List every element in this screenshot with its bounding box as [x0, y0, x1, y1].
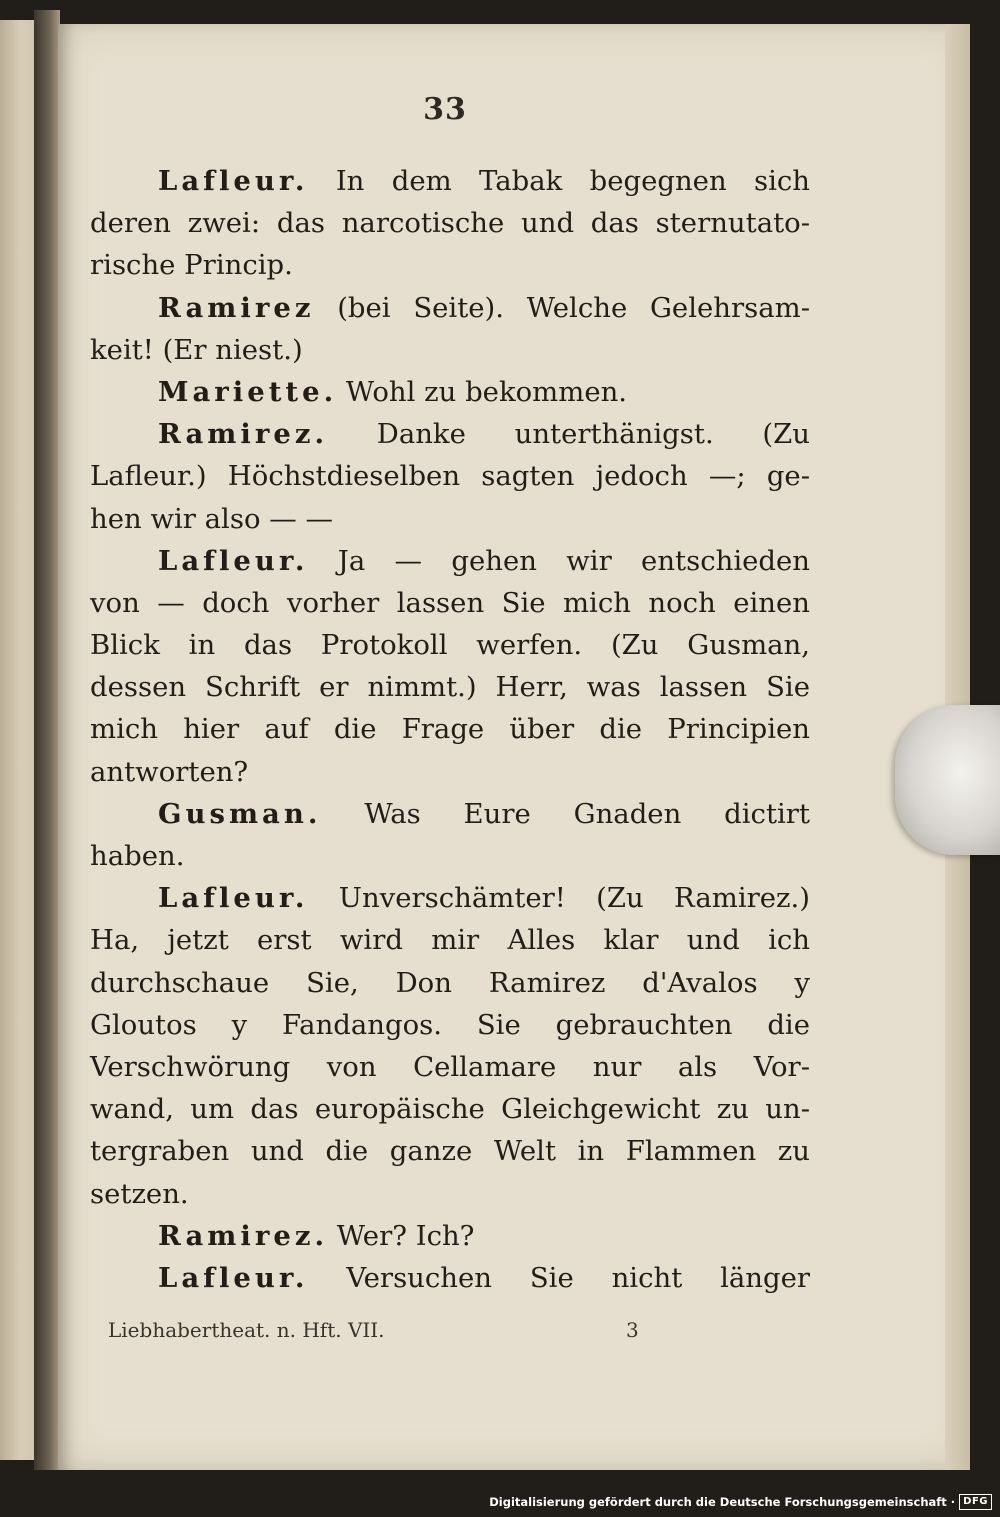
speaker-name: Lafleur.: [158, 544, 309, 577]
line-text: Unverschämter! (Zu Ramirez.): [338, 882, 810, 915]
digitization-credit: [489, 1491, 992, 1513]
line-text: Wohl zu bekommen.: [345, 375, 628, 408]
text-line: [90, 1046, 810, 1088]
text-line: [90, 666, 810, 708]
line-text: antworten?: [90, 755, 249, 788]
line-text: haben.: [90, 840, 185, 872]
footer-signature: Liebhabertheat. n. Hft. VII.: [108, 1318, 385, 1342]
text-line: [90, 835, 810, 877]
text-line: [90, 329, 810, 371]
line-text: hen wir also — —: [90, 502, 334, 535]
line-text: dessen Schrift er nimmt.) Herr, was lassen Sie: [90, 671, 810, 704]
speaker-name: Lafleur.: [158, 165, 309, 197]
text-line: [90, 244, 810, 286]
text-body: [90, 160, 810, 1299]
text-line: [90, 287, 810, 329]
line-text: (bei Seite). Welche Gelehrsam-: [337, 291, 810, 324]
line-text: setzen.: [90, 1177, 189, 1210]
page-clip: [895, 705, 1000, 855]
line-text: mich hier auf die Frage über die Principien: [90, 713, 810, 746]
line-text: Blick in das Protokoll werfen. (Zu Gusman,: [90, 629, 810, 662]
speaker-name: Ramirez.: [158, 418, 329, 451]
line-text: Ja — gehen wir entschieden: [337, 544, 810, 577]
text-line: [90, 919, 810, 961]
line-text: wand, um das europäische Gleichgewicht zu un-: [90, 1093, 810, 1126]
text-line: [90, 1130, 810, 1172]
text-line: [90, 751, 810, 793]
text-line: [90, 1215, 810, 1257]
text-line: [90, 708, 810, 750]
line-text: Gloutos y Fandangos. Sie gebrauchten die: [90, 1008, 810, 1041]
page-number: 33: [423, 92, 467, 127]
line-text: Lafleur.) Höchstdieselben sagten jedoch —; ge-: [90, 460, 810, 493]
speaker-name: Lafleur.: [158, 882, 309, 915]
book-gutter: [34, 10, 60, 1470]
line-text: Was Eure Gnaden dictirt: [364, 797, 810, 830]
speaker-name: Mariette.: [158, 375, 338, 408]
text-line: [90, 582, 810, 624]
text-line: [90, 202, 810, 244]
line-text: rische Princip.: [90, 249, 293, 282]
text-line: [90, 624, 810, 666]
speaker-name: Ramirez.: [158, 1219, 329, 1252]
line-text: keit! (Er niest.): [90, 333, 303, 366]
text-line: [90, 1257, 810, 1299]
text-line: [90, 877, 810, 919]
line-text: tergraben und die ganze Welt in Flammen zu: [90, 1135, 810, 1168]
line-text: Wer? Ich?: [336, 1219, 475, 1252]
text-line: [90, 540, 810, 582]
text-line: [90, 371, 810, 413]
line-text: Versuchen Sie nicht länger: [346, 1261, 810, 1294]
text-line: [90, 1004, 810, 1046]
speaker-name: Ramirez: [158, 291, 315, 324]
text-line: [90, 160, 810, 202]
line-text: In dem Tabak begegnen sich: [335, 165, 811, 197]
line-text: deren zwei: das narcotische und das sternutato-: [90, 207, 810, 240]
dfg-logo: DFG: [959, 1494, 992, 1510]
line-text: Verschwörung von Cellamare nur als Vor-: [90, 1050, 810, 1083]
signature-number: 3: [626, 1318, 639, 1342]
text-line: [90, 1173, 810, 1215]
credit-text: Digitalisierung gefördert durch die Deutsche Forschungsgemeinschaft ·: [489, 1495, 956, 1509]
text-line: [90, 962, 810, 1004]
text-line: [90, 793, 810, 835]
speaker-name: Gusman.: [158, 797, 322, 830]
speaker-name: Lafleur.: [158, 1261, 309, 1294]
line-text: Ha, jetzt erst wird mir Alles klar und ich: [90, 924, 810, 957]
line-text: Danke unterthänigst. (Zu: [376, 418, 810, 451]
text-line: [90, 455, 810, 497]
text-line: [90, 1088, 810, 1130]
text-line: [90, 413, 810, 455]
line-text: durchschaue Sie, Don Ramirez d'Avalos y: [90, 966, 810, 999]
line-text: von — doch vorher lassen Sie mich noch einen: [90, 586, 810, 619]
text-line: [90, 498, 810, 540]
